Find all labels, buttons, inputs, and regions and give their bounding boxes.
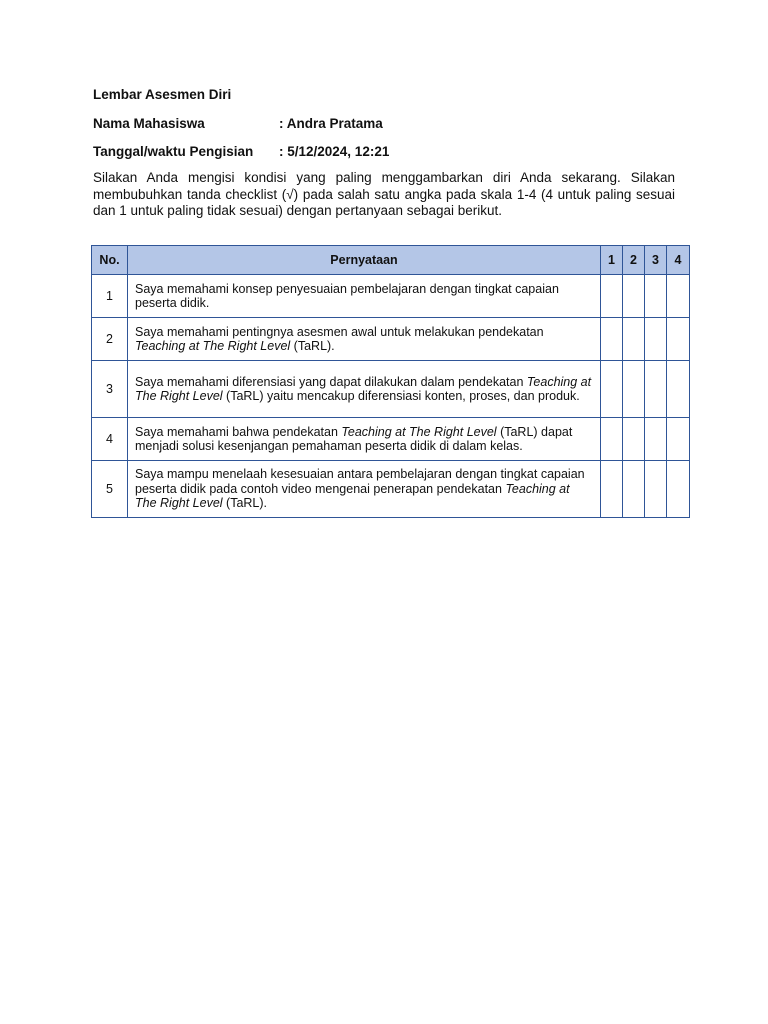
scale-2-checkbox[interactable] (623, 275, 645, 318)
statement-text-end: (TaRL). (222, 496, 268, 511)
scale-3-checkbox[interactable] (645, 461, 667, 518)
fill-date-row (93, 143, 675, 161)
header-statement: Pernyataan (128, 246, 601, 275)
scale-4-checkbox[interactable] (667, 461, 690, 518)
fill-date-label: Tanggal/waktu Pengisian (93, 144, 254, 159)
statement-cell (128, 275, 601, 318)
header-no: No. (92, 246, 128, 275)
scale-3-checkbox[interactable] (645, 418, 667, 461)
header-scale-4: 4 (667, 246, 690, 275)
header-scale-3: 3 (645, 246, 667, 275)
scale-1-checkbox[interactable] (601, 275, 623, 318)
student-name-label: Nama Mahasiswa (93, 116, 205, 131)
row-number: 2 (92, 318, 128, 361)
scale-2-checkbox[interactable] (623, 461, 645, 518)
scale-4-checkbox[interactable] (667, 361, 690, 418)
self-assessment-table (91, 245, 690, 518)
scale-1-checkbox[interactable] (601, 318, 623, 361)
statement-text: Saya memahami diferensiasi yang dapat dilakukan dalam pendekatan (135, 374, 527, 389)
document-title: Lembar Asesmen Diri (93, 87, 232, 102)
scale-4-checkbox[interactable] (667, 418, 690, 461)
table-header-row (92, 246, 690, 275)
header-scale-2: 2 (623, 246, 645, 275)
scale-2-checkbox[interactable] (623, 418, 645, 461)
scale-3-checkbox[interactable] (645, 361, 667, 418)
scale-1-checkbox[interactable] (601, 461, 623, 518)
statement-cell (128, 318, 601, 361)
table-row (92, 361, 690, 418)
header-scale-1: 1 (601, 246, 623, 275)
statement-text-end: (TaRL) dapat menjadi solusi kesenjangan pemahaman peserta didik di dalam kelas. (135, 424, 573, 453)
scale-4-checkbox[interactable] (667, 275, 690, 318)
statement-text: Saya mampu menelaah kesesuaian antara pembelajaran dengan tingkat capaian peserta didik pada contoh video mengenai penerapan pendekatan (135, 467, 585, 496)
statement-text: Saya memahami konsep penyesuaian pembelajaran dengan tingkat capaian peserta didik. (135, 281, 559, 310)
fill-date-value: : 5/12/2024, 12:21 (279, 144, 390, 159)
statement-cell (128, 361, 601, 418)
statement-italic: Teaching at The Right Level (135, 339, 291, 353)
statement-text-end: (TaRL) yaitu mencakup diferensiasi konten, proses, dan produk. (222, 389, 580, 403)
row-number: 5 (92, 461, 128, 518)
instructions-paragraph: Silakan Anda mengisi kondisi yang paling menggambarkan diri Anda sekarang. Silakan membubuhkan tanda checklist (√) pada salah satu angka pada skala 1-4 (4 untuk paling sesuai dan 1 untuk paling tidak sesuai) dengan pertanyaan sebagai berikut. (93, 170, 675, 218)
statement-italic: Teaching at The Right Level (135, 481, 570, 511)
table-row (92, 461, 690, 518)
row-number: 3 (92, 361, 128, 418)
scale-1-checkbox[interactable] (601, 361, 623, 418)
statement-text-end: (TaRL). (290, 339, 335, 353)
statement-cell (128, 418, 601, 461)
scale-2-checkbox[interactable] (623, 318, 645, 361)
row-number: 1 (92, 275, 128, 318)
statement-text: Saya memahami bahwa pendekatan (135, 424, 342, 439)
table-row (92, 318, 690, 361)
row-number: 4 (92, 418, 128, 461)
scale-3-checkbox[interactable] (645, 275, 667, 318)
table-row (92, 418, 690, 461)
scale-2-checkbox[interactable] (623, 361, 645, 418)
student-name-row (93, 115, 675, 133)
scale-4-checkbox[interactable] (667, 318, 690, 361)
scale-3-checkbox[interactable] (645, 318, 667, 361)
statement-italic: Teaching at The Right Level (341, 424, 497, 439)
statement-italic: Teaching at The Right Level (135, 374, 592, 403)
document-body (93, 86, 675, 233)
scale-1-checkbox[interactable] (601, 418, 623, 461)
statement-text: Saya memahami pentingnya asesmen awal untuk melakukan pendekatan (135, 324, 544, 339)
student-name-value: : Andra Pratama (279, 116, 383, 131)
statement-cell (128, 461, 601, 518)
table-row (92, 275, 690, 318)
